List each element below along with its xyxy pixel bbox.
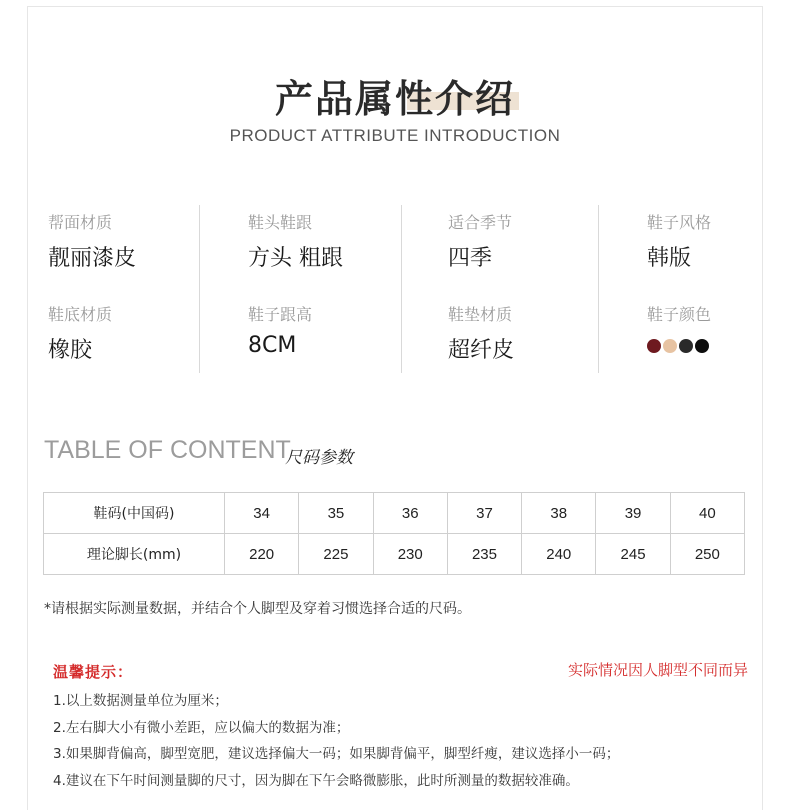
length-cell: 220 bbox=[225, 534, 299, 575]
attr-value: 靓丽漆皮 bbox=[48, 246, 137, 271]
length-cell: 235 bbox=[447, 534, 521, 575]
attr-colors bbox=[647, 302, 711, 353]
attr-value: 方头 粗跟 bbox=[248, 246, 343, 271]
table-row bbox=[44, 493, 745, 534]
attr-insole-material bbox=[448, 302, 514, 364]
column-divider bbox=[598, 205, 599, 373]
attr-value: 韩版 bbox=[647, 246, 692, 271]
color-swatch-dark-gray bbox=[679, 339, 693, 353]
attr-label: 鞋底材质 bbox=[48, 305, 113, 324]
color-swatch-wine bbox=[647, 339, 661, 353]
row-header: 理论脚长(mm) bbox=[44, 534, 225, 575]
color-swatch-black bbox=[695, 339, 709, 353]
size-cell: 39 bbox=[596, 493, 670, 534]
attr-sole-material bbox=[48, 302, 112, 364]
size-cell: 34 bbox=[225, 493, 299, 534]
attr-label: 鞋垫材质 bbox=[448, 305, 513, 324]
section-heading: TABLE OF CONTENT bbox=[44, 436, 291, 464]
size-cell: 38 bbox=[522, 493, 596, 534]
attr-label: 帮面材质 bbox=[48, 213, 113, 232]
column-divider bbox=[199, 205, 200, 373]
attr-style bbox=[647, 210, 711, 272]
length-cell: 230 bbox=[373, 534, 447, 575]
list-item: 4.建议在下午时间测量脚的尺寸，因为脚在下午会略微膨胀，此时所测量的数据较准确。 bbox=[53, 772, 579, 789]
section-heading-cn: 尺码参数 bbox=[285, 448, 353, 468]
attr-value: 超纤皮 bbox=[448, 338, 515, 363]
table-row bbox=[44, 534, 745, 575]
attr-label: 鞋头鞋跟 bbox=[248, 213, 313, 232]
size-note: *请根据实际测量数据，并结合个人脚型及穿着习惯选择合适的尺码。 bbox=[44, 601, 471, 617]
attr-season bbox=[448, 210, 512, 272]
length-cell: 250 bbox=[670, 534, 744, 575]
attr-value: 四季 bbox=[448, 246, 493, 271]
attr-upper-material bbox=[48, 210, 136, 272]
size-cell: 37 bbox=[447, 493, 521, 534]
page-title bbox=[275, 68, 515, 123]
list-item: 3.如果脚背偏高，脚型宽肥，建议选择偏大一码；如果脚背偏平，脚型纤瘦，建议选择小一码； bbox=[53, 746, 620, 762]
column-divider bbox=[401, 205, 402, 373]
length-cell: 225 bbox=[299, 534, 373, 575]
attr-label: 鞋子颜色 bbox=[647, 305, 712, 324]
length-cell: 245 bbox=[596, 534, 670, 575]
tips-disclaimer: 实际情况因人脚型不同而异 bbox=[567, 661, 748, 679]
title-block bbox=[0, 68, 790, 123]
tips-list bbox=[53, 688, 619, 794]
length-cell: 240 bbox=[522, 534, 596, 575]
size-cell: 36 bbox=[373, 493, 447, 534]
attr-value: 橡胶 bbox=[48, 338, 93, 363]
size-cell: 35 bbox=[299, 493, 373, 534]
row-header: 鞋码(中国码) bbox=[44, 493, 225, 534]
attr-heel-height bbox=[248, 302, 312, 358]
page-subtitle: PRODUCT ATTRIBUTE INTRODUCTION bbox=[229, 126, 561, 145]
size-cell: 40 bbox=[670, 493, 744, 534]
attr-label: 适合季节 bbox=[448, 213, 513, 232]
attr-label: 鞋子风格 bbox=[647, 213, 712, 232]
size-table bbox=[43, 492, 745, 575]
list-item: 1.以上数据测量单位为厘米； bbox=[53, 693, 228, 709]
color-swatches bbox=[647, 339, 711, 353]
attr-toe-heel bbox=[248, 210, 343, 272]
attr-value: 8CM bbox=[248, 333, 297, 358]
list-item: 2.左右脚大小有微小差距，应以偏大的数据为准； bbox=[53, 719, 350, 736]
page-title-text: 产品属性介绍 bbox=[274, 77, 515, 121]
attr-label: 鞋子跟高 bbox=[248, 305, 313, 324]
color-swatch-beige bbox=[663, 339, 677, 353]
tips-title: 温馨提示： bbox=[53, 663, 134, 681]
